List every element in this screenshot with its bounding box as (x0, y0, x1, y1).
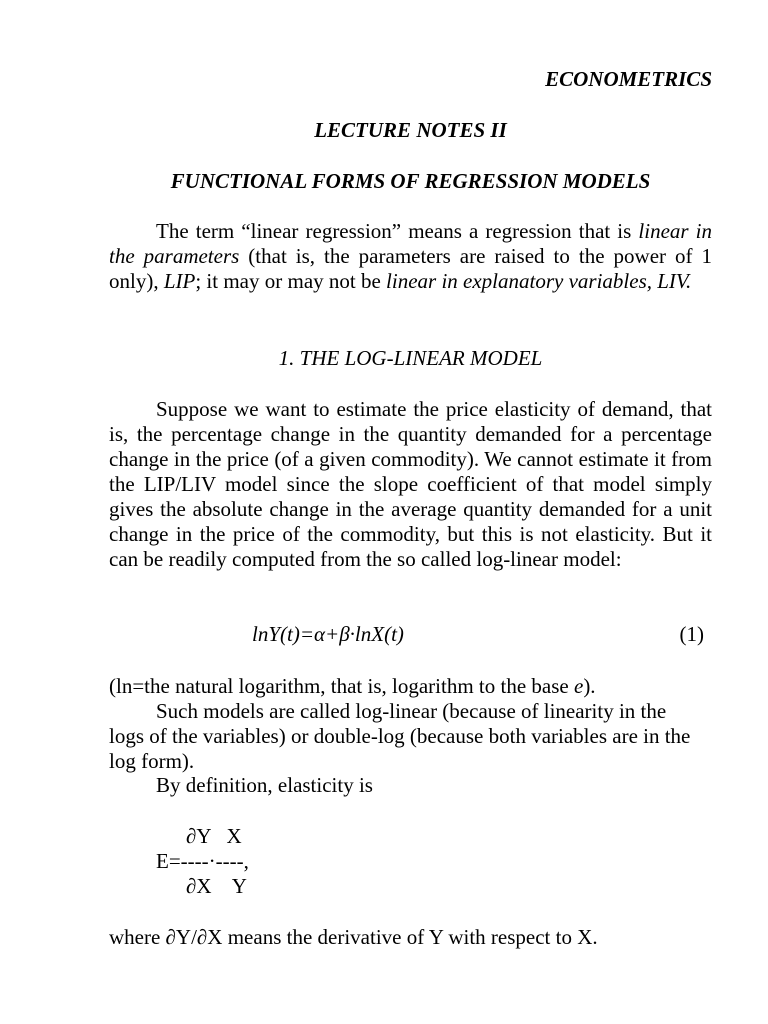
section-paragraph: Suppose we want to estimate the price elasticity of demand, that is, the percentage change in the quantity demanded for a percentage change in the price (of a given commodity). We cannot estimate it from the LIP/LIV model since the slope coefficient of that model simply gives the absolute change in the average quantity demanded for a unit change in the price of the commodity, but this is not elasticity. But it can be readily computed from the so called log-linear model: (109, 397, 712, 571)
intro-abbrev-lip: LIP (163, 269, 196, 293)
equation-number: (1) (679, 622, 704, 646)
intro-text-3: ; it may or may not be (195, 269, 387, 293)
ln-definition (109, 674, 596, 699)
intro-emphasis-lip: linear in the parameters (109, 219, 712, 268)
lecture-heading: LECTURE NOTES II (314, 118, 507, 142)
equation-formula: lnY(t)=α+β·lnX(t) (252, 622, 404, 646)
derivative-explanation: where ∂Y/∂X means the derivative of Y with respect to X. (109, 925, 598, 949)
ln-base-e: e (573, 674, 584, 698)
log-linear-description (109, 699, 699, 774)
ln-text-2: ). (583, 674, 596, 698)
intro-text-2: (that is, the parameters are raised to the power of 1 only), (109, 244, 712, 293)
elasticity-fraction-denominator: ∂X Y (186, 874, 247, 898)
intro-text-1: The term “linear regression” means a regression that is (156, 219, 639, 243)
course-title: ECONOMETRICS (545, 67, 712, 91)
section-heading: 1. THE LOG-LINEAR MODEL (278, 346, 543, 370)
elasticity-fraction-numerator: ∂Y X (186, 824, 242, 848)
intro-paragraph (109, 219, 712, 294)
elasticity-definition: By definition, elasticity is (156, 773, 373, 797)
elasticity-fraction-line: E=----·----, (156, 849, 249, 873)
intro-emphasis-liv: linear in explanatory variables, LIV. (386, 269, 692, 293)
document-title: FUNCTIONAL FORMS OF REGRESSION MODELS (170, 169, 651, 193)
ln-text-1: (ln=the natural logarithm, that is, logarithm to the base (109, 674, 574, 698)
such-text: Such models are called log-linear (because of linearity in the logs of the variables) or double-log (because both variables are in the log form). (109, 699, 691, 773)
